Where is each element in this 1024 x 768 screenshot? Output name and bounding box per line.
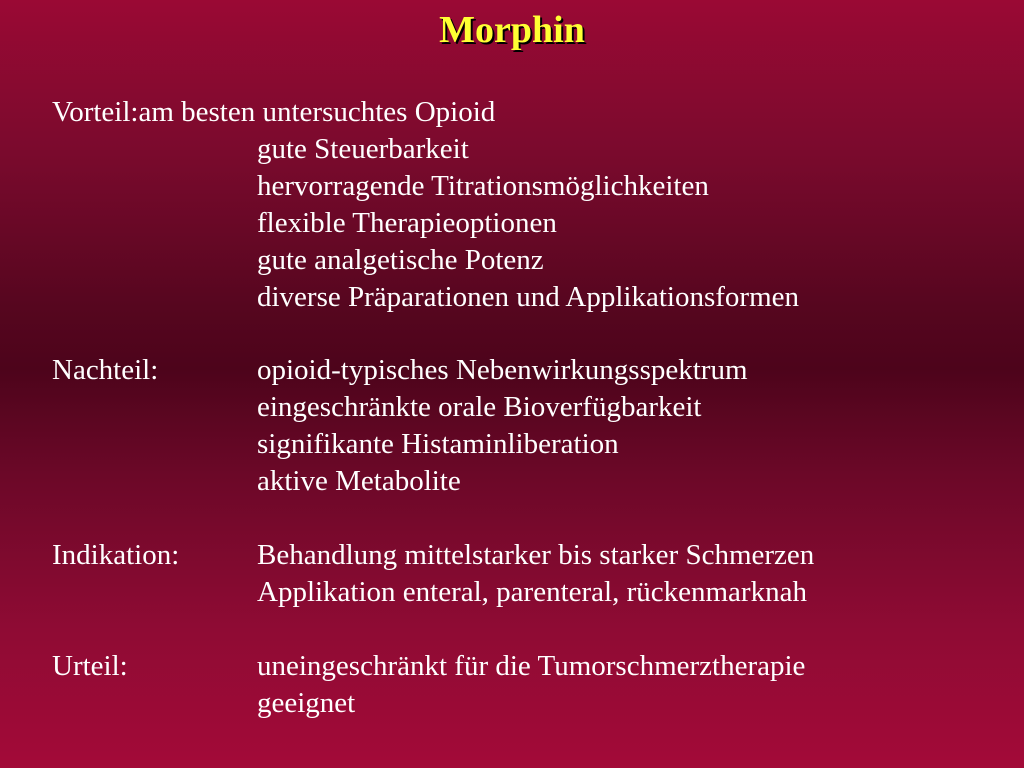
urteil-label: Urteil:: [52, 650, 128, 682]
vorteil-item: gute analgetische Potenz: [257, 244, 544, 276]
vorteil-label: Vorteil:: [52, 96, 139, 128]
vorteil-item: hervorragende Titrationsmöglichkeiten: [257, 170, 709, 202]
vorteil-item: gute Steuerbarkeit: [257, 133, 469, 165]
nachteil-item: signifikante Histaminliberation: [257, 428, 619, 460]
urteil-item: geeignet: [257, 687, 356, 719]
slide-title: Morphin: [439, 9, 585, 51]
nachteil-label: Nachteil:: [52, 354, 159, 386]
vorteil-first-item: am besten untersuchtes Opioid: [138, 96, 496, 128]
indikation-item: Applikation enteral, parenteral, rückenmarknah: [257, 576, 807, 608]
indikation-item: Behandlung mittelstarker bis starker Schmerzen: [257, 539, 815, 571]
nachteil-item: aktive Metabolite: [257, 465, 461, 497]
nachteil-item: opioid-typisches Nebenwirkungsspektrum: [257, 354, 748, 386]
nachteil-item: eingeschränkte orale Bioverfügbarkeit: [257, 391, 702, 423]
vorteil-row: [52, 94, 495, 131]
vorteil-item: flexible Therapieoptionen: [257, 207, 557, 239]
urteil-item: uneingeschränkt für die Tumorschmerztherapie: [257, 650, 806, 682]
vorteil-item: diverse Präparationen und Applikationsformen: [257, 281, 800, 313]
indikation-label: Indikation:: [52, 539, 180, 571]
